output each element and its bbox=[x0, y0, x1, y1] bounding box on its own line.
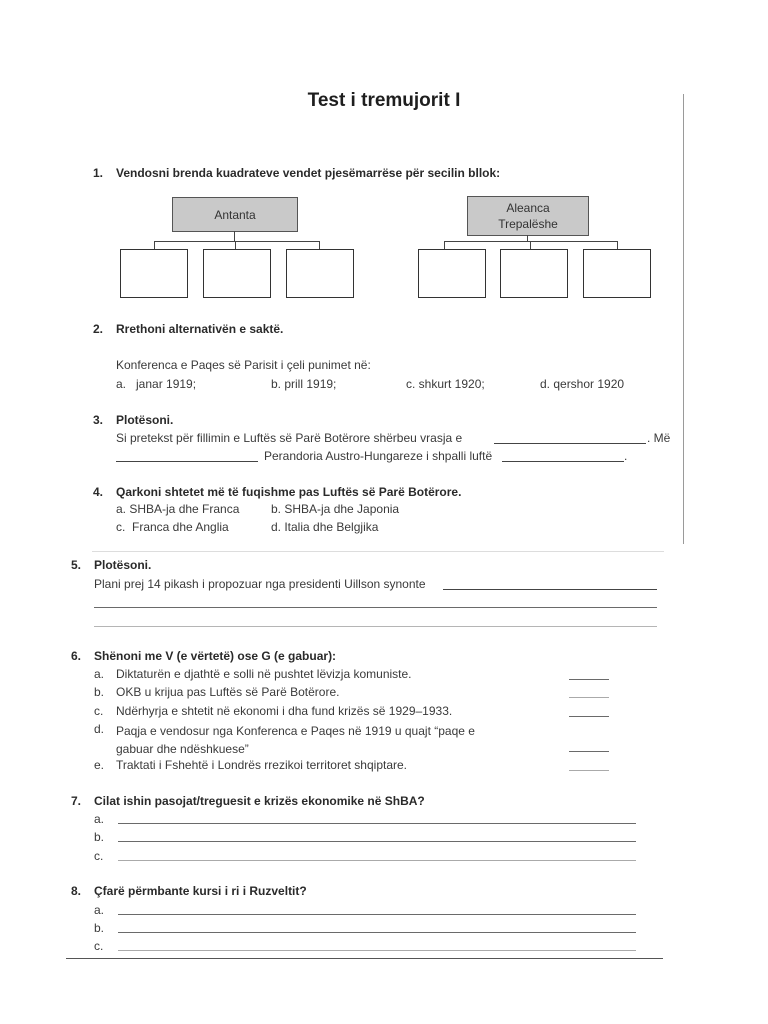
answer-box[interactable] bbox=[500, 249, 568, 298]
q6-item-text: Diktaturën e djathtë e solli në pushtet lëvizja komuniste. bbox=[116, 667, 412, 681]
connector bbox=[154, 241, 155, 249]
connector bbox=[444, 241, 618, 242]
connector bbox=[235, 241, 236, 249]
q4-option[interactable]: a. SHBA-ja dhe Franca bbox=[116, 502, 240, 516]
q4-number: 4. bbox=[93, 485, 104, 499]
connector bbox=[234, 231, 235, 241]
q6-item-letter: a. bbox=[94, 667, 105, 681]
q2-prompt: Rrethoni alternativën e saktë. bbox=[116, 322, 284, 336]
q6-answer-blank[interactable] bbox=[569, 716, 609, 717]
q7-answer-line[interactable] bbox=[118, 823, 636, 824]
q8-answer-line[interactable] bbox=[118, 950, 636, 951]
q6-item-letter: e. bbox=[94, 758, 105, 772]
q3-prompt: Plotësoni. bbox=[116, 413, 174, 427]
page-break-line bbox=[92, 551, 664, 552]
q4-option[interactable]: c. Franca dhe Anglia bbox=[116, 520, 229, 534]
answer-box[interactable] bbox=[203, 249, 271, 298]
q6-answer-blank[interactable] bbox=[569, 679, 609, 680]
q8-letter: a. bbox=[94, 903, 105, 917]
q6-answer-blank[interactable] bbox=[569, 751, 609, 752]
q2-option[interactable]: c. shkurt 1920; bbox=[406, 377, 485, 391]
q7-number: 7. bbox=[71, 794, 82, 808]
q8-letter: c. bbox=[94, 939, 104, 953]
q5-line1: Plani prej 14 pikash i propozuar nga presidenti Uillson synonte bbox=[94, 577, 426, 591]
margin-line bbox=[683, 94, 684, 544]
aleanca-header-box: Aleanca Trepalëshe bbox=[467, 196, 589, 236]
q7-letter: a. bbox=[94, 812, 105, 826]
q4-prompt: Qarkoni shtetet më të fuqishme pas Luftës së Parë Botërore. bbox=[116, 485, 462, 499]
q2-option[interactable]: d. qershor 1920 bbox=[540, 377, 625, 391]
connector bbox=[319, 241, 320, 249]
q6-item-letter: b. bbox=[94, 685, 105, 699]
answer-box[interactable] bbox=[418, 249, 486, 298]
answer-box[interactable] bbox=[583, 249, 651, 298]
q6-answer-blank[interactable] bbox=[569, 770, 609, 771]
q4-option[interactable]: d. Italia dhe Belgjika bbox=[271, 520, 379, 534]
q3-line1-end: . Më bbox=[647, 431, 671, 445]
q6-item-letter: d. bbox=[94, 722, 105, 736]
q4-option[interactable]: b. SHBA-ja dhe Japonia bbox=[271, 502, 400, 516]
bottom-rule bbox=[66, 958, 663, 959]
connector bbox=[617, 241, 618, 249]
q6-item-text: OKB u krijua pas Luftës së Parë Botërore. bbox=[116, 685, 340, 699]
q8-answer-line[interactable] bbox=[118, 932, 636, 933]
q3-line2-end: . bbox=[624, 449, 628, 463]
antanta-header-box: Antanta bbox=[172, 197, 298, 232]
q6-answer-blank[interactable] bbox=[569, 697, 609, 698]
q7-answer-line[interactable] bbox=[118, 860, 636, 861]
q6-number: 6. bbox=[71, 649, 82, 663]
q3-blank[interactable] bbox=[494, 432, 646, 444]
q6-prompt: Shënoni me V (e vërtetë) ose G (e gabuar): bbox=[94, 649, 337, 663]
q2-stem: Konferenca e Paqes së Parisit i çeli punimet në: bbox=[116, 358, 371, 372]
answer-box[interactable] bbox=[120, 249, 188, 298]
q8-answer-line[interactable] bbox=[118, 914, 636, 915]
q3-blank[interactable] bbox=[116, 450, 258, 462]
q1-prompt: Vendosni brenda kuadrateve vendet pjesëmarrëse për secilin bllok: bbox=[116, 166, 501, 180]
q3-blank[interactable] bbox=[502, 450, 624, 462]
q2-option[interactable]: b. prill 1919; bbox=[271, 377, 337, 391]
q8-number: 8. bbox=[71, 884, 82, 898]
answer-box[interactable] bbox=[286, 249, 354, 298]
q3-line1: Si pretekst për fillimin e Luftës së Parë Botërore shërbeu vrasja e bbox=[116, 431, 463, 445]
q3-number: 3. bbox=[93, 413, 104, 427]
q8-prompt: Çfarë përmbante kursi i ri i Ruzveltit? bbox=[94, 884, 307, 898]
q5-blank[interactable] bbox=[443, 578, 657, 590]
q3-line2: Perandoria Austro-Hungareze i shpalli luftë bbox=[264, 449, 493, 463]
q5-answer-line[interactable] bbox=[94, 626, 657, 627]
q5-answer-line[interactable] bbox=[94, 607, 657, 608]
q6-item-text: Traktati i Fshehtë i Londrës rrezikoi territoret shqiptare. bbox=[116, 758, 408, 772]
q5-prompt: Plotësoni. bbox=[94, 558, 152, 572]
page-title: Test i tremujorit I bbox=[307, 90, 461, 111]
q6-item-letter: c. bbox=[94, 704, 104, 718]
q7-prompt: Cilat ishin pasojat/treguesit e krizës ekonomike në ShBA? bbox=[94, 794, 425, 808]
q7-letter: c. bbox=[94, 849, 104, 863]
q5-number: 5. bbox=[71, 558, 82, 572]
q7-letter: b. bbox=[94, 830, 105, 844]
connector bbox=[154, 241, 320, 242]
q1-number: 1. bbox=[93, 166, 104, 180]
connector bbox=[530, 241, 531, 249]
q6-item-text: Ndërhyrja e shtetit në ekonomi i dha fund krizës së 1929–1933. bbox=[116, 704, 453, 718]
q2-number: 2. bbox=[93, 322, 104, 336]
connector bbox=[444, 241, 445, 249]
q7-answer-line[interactable] bbox=[118, 841, 636, 842]
q2-option[interactable]: a. janar 1919; bbox=[116, 377, 197, 391]
q8-letter: b. bbox=[94, 921, 105, 935]
q6-item-text: Paqja e vendosur nga Konferenca e Paqes në 1919 u quajt “paqe e gabuar dhe ndëshkuese” bbox=[116, 724, 475, 756]
